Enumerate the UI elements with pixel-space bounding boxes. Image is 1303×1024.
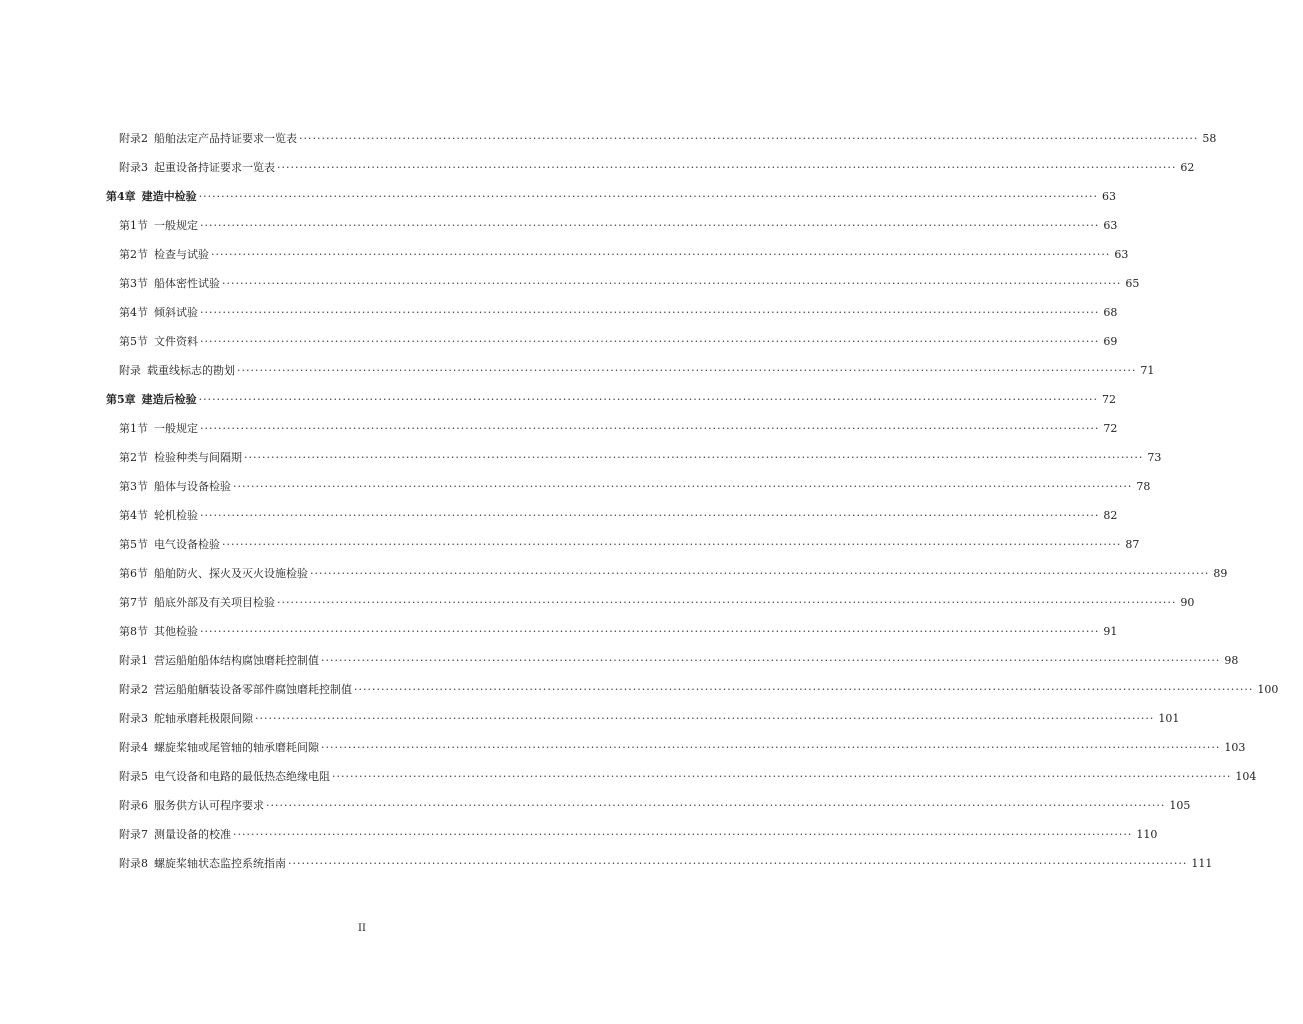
toc-entry-title: 船舶法定产品持证要求一览表 <box>154 132 297 145</box>
toc-section-entry[interactable] <box>0 269 1140 298</box>
toc-entry-title: 船底外部及有关项目检验 <box>154 596 275 609</box>
toc-dot-leader: ········································································································································································································ <box>277 596 1177 609</box>
toc-entry-label <box>119 443 242 472</box>
toc-section-entry[interactable] <box>0 762 1257 791</box>
toc-section-entry[interactable] <box>0 153 1195 182</box>
toc-chapter-entry[interactable] <box>0 182 1116 211</box>
toc-entry-page: 101 <box>1158 712 1180 725</box>
toc-entry-page: 65 <box>1125 277 1140 290</box>
toc-entry-page: 110 <box>1136 828 1158 841</box>
toc-entry-title: 倾斜试验 <box>154 306 198 319</box>
toc-dot-leader: ········································································································································································································ <box>200 219 1100 232</box>
toc-entry-number: 附录4 <box>119 741 148 754</box>
toc-dot-leader: ········································································································································································································ <box>222 538 1122 551</box>
toc-entry-number: 附录5 <box>119 770 148 783</box>
toc-dot-leader: ········································································································································································································ <box>233 828 1133 841</box>
toc-dot-leader: ········································································································································································································ <box>237 364 1137 377</box>
toc-entry-title: 建造中检验 <box>141 190 197 203</box>
toc-entry-title: 螺旋桨轴或尾管轴的轴承磨耗间隙 <box>154 741 319 754</box>
toc-entry-label <box>119 153 275 182</box>
toc-entry-page: 98 <box>1224 654 1239 667</box>
toc-entry-label <box>119 298 198 327</box>
toc-dot-leader: ········································································································································································································ <box>354 683 1254 696</box>
toc-entry-title: 起重设备持证要求一览表 <box>154 161 275 174</box>
toc-entry-page: 91 <box>1103 625 1118 638</box>
toc-entry-title: 测量设备的校准 <box>154 828 231 841</box>
toc-entry-title: 营运船舶舾装设备零部件腐蚀磨耗控制值 <box>154 683 352 696</box>
toc-entry-number: 附录3 <box>119 712 148 725</box>
toc-entry-page: 87 <box>1125 538 1140 551</box>
toc-entry-label <box>119 733 319 762</box>
toc-entry-page: 100 <box>1257 683 1279 696</box>
toc-entry-number: 第3节 <box>119 277 148 290</box>
toc-section-entry[interactable] <box>0 646 1239 675</box>
toc-entry-label <box>119 675 352 704</box>
toc-section-entry[interactable] <box>0 211 1118 240</box>
toc-entry-label <box>119 327 198 356</box>
toc-entry-page: 72 <box>1101 393 1116 406</box>
toc-entry-label <box>119 588 275 617</box>
toc-dot-leader: ········································································································································································································ <box>244 451 1144 464</box>
toc-entry-title: 服务供方认可程序要求 <box>154 799 264 812</box>
toc-section-entry[interactable] <box>0 820 1158 849</box>
toc-entry-label <box>106 385 197 414</box>
toc-entry-title: 轮机检验 <box>154 509 198 522</box>
toc-section-entry[interactable] <box>0 588 1195 617</box>
toc-entry-page: 63 <box>1103 219 1118 232</box>
toc-section-entry[interactable] <box>0 298 1118 327</box>
toc-dot-leader: ········································································································································································································ <box>332 770 1232 783</box>
toc-entry-number: 附录8 <box>119 857 148 870</box>
toc-entry-title: 船体密性试验 <box>154 277 220 290</box>
toc-dot-leader: ········································································································································································································ <box>321 741 1221 754</box>
table-of-contents <box>0 124 1279 878</box>
toc-entry-page: 104 <box>1235 770 1257 783</box>
toc-dot-leader: ········································································································································································································ <box>321 654 1221 667</box>
toc-entry-label <box>119 356 235 385</box>
toc-entry-number: 附录7 <box>119 828 148 841</box>
toc-entry-number: 附录2 <box>119 683 148 696</box>
toc-dot-leader: ········································································································································································································ <box>200 509 1100 522</box>
toc-dot-leader: ········································································································································································································ <box>200 422 1100 435</box>
toc-dot-leader: ········································································································································································································ <box>255 712 1155 725</box>
toc-dot-leader: ········································································································································································································ <box>198 393 1098 406</box>
toc-entry-label <box>119 269 220 298</box>
toc-dot-leader: ········································································································································································································ <box>299 132 1199 145</box>
toc-section-entry[interactable] <box>0 472 1151 501</box>
toc-entry-label <box>119 762 330 791</box>
toc-entry-page: 90 <box>1180 596 1195 609</box>
toc-entry-title: 载重线标志的勘划 <box>147 364 235 377</box>
toc-entry-number: 第4章 <box>106 190 136 203</box>
toc-entry-page: 62 <box>1180 161 1195 174</box>
toc-section-entry[interactable] <box>0 501 1118 530</box>
toc-entry-title: 检查与试验 <box>154 248 209 261</box>
toc-entry-label <box>119 791 264 820</box>
toc-entry-number: 第2节 <box>119 248 148 261</box>
toc-entry-title: 舵轴承磨耗极限间隙 <box>154 712 253 725</box>
toc-entry-title: 船舶防火、探火及灭火设施检验 <box>154 567 308 580</box>
toc-section-entry[interactable] <box>0 414 1118 443</box>
toc-dot-leader: ········································································································································································································ <box>200 335 1100 348</box>
toc-entry-label <box>119 211 198 240</box>
toc-entry-label <box>119 472 231 501</box>
toc-dot-leader: ········································································································································································································ <box>277 161 1177 174</box>
toc-entry-label <box>119 704 253 733</box>
toc-entry-title: 电气设备和电路的最低热态绝缘电阻 <box>154 770 330 783</box>
toc-section-entry[interactable] <box>0 559 1228 588</box>
toc-section-entry[interactable] <box>0 791 1191 820</box>
toc-chapter-entry[interactable] <box>0 385 1116 414</box>
toc-dot-leader: ········································································································································································································ <box>198 190 1098 203</box>
toc-entry-label <box>119 124 297 153</box>
toc-section-entry[interactable] <box>0 704 1180 733</box>
toc-entry-page: 63 <box>1114 248 1129 261</box>
toc-dot-leader: ········································································································································································································ <box>211 248 1111 261</box>
toc-entry-page: 72 <box>1103 422 1118 435</box>
toc-entry-page: 58 <box>1202 132 1217 145</box>
toc-entry-label <box>119 820 231 849</box>
toc-entry-number: 第1节 <box>119 422 148 435</box>
toc-entry-label <box>119 849 286 878</box>
toc-entry-title: 检验种类与间隔期 <box>154 451 242 464</box>
toc-entry-title: 文件资料 <box>154 335 198 348</box>
toc-entry-number: 第4节 <box>119 306 148 319</box>
toc-dot-leader: ········································································································································································································ <box>222 277 1122 290</box>
toc-section-entry[interactable] <box>0 240 1129 269</box>
toc-entry-number: 第4节 <box>119 509 148 522</box>
toc-section-entry[interactable] <box>0 617 1118 646</box>
toc-entry-number: 附录2 <box>119 132 148 145</box>
toc-entry-number: 第7节 <box>119 596 148 609</box>
toc-entry-title: 建造后检验 <box>141 393 197 406</box>
toc-section-entry[interactable] <box>0 443 1162 472</box>
toc-entry-number: 第6节 <box>119 567 148 580</box>
toc-dot-leader: ········································································································································································································ <box>200 625 1100 638</box>
toc-section-entry[interactable] <box>0 530 1140 559</box>
toc-section-entry[interactable] <box>0 733 1246 762</box>
toc-dot-leader: ········································································································································································································ <box>288 857 1188 870</box>
toc-section-entry[interactable] <box>0 327 1118 356</box>
toc-entry-number: 第3节 <box>119 480 148 493</box>
toc-entry-number: 附录1 <box>119 654 148 667</box>
toc-entry-number: 第5节 <box>119 335 148 348</box>
toc-entry-title: 船体与设备检验 <box>154 480 231 493</box>
toc-entry-title: 螺旋桨轴状态监控系统指南 <box>154 857 286 870</box>
toc-entry-page: 71 <box>1140 364 1155 377</box>
toc-entry-title: 一般规定 <box>154 422 198 435</box>
toc-entry-label <box>119 617 198 646</box>
toc-entry-number: 附录 <box>119 364 141 377</box>
toc-entry-number: 附录6 <box>119 799 148 812</box>
toc-entry-label <box>119 530 220 559</box>
toc-entry-number: 第8节 <box>119 625 148 638</box>
toc-dot-leader: ········································································································································································································ <box>233 480 1133 493</box>
toc-entry-title: 营运船舶船体结构腐蚀磨耗控制值 <box>154 654 319 667</box>
toc-entry-number: 第5节 <box>119 538 148 551</box>
toc-entry-title: 电气设备检验 <box>154 538 220 551</box>
toc-entry-page: 89 <box>1213 567 1228 580</box>
toc-dot-leader: ········································································································································································································ <box>266 799 1166 812</box>
toc-entry-title: 一般规定 <box>154 219 198 232</box>
toc-entry-page: 111 <box>1191 857 1213 870</box>
toc-entry-number: 第5章 <box>106 393 136 406</box>
toc-entry-label <box>119 414 198 443</box>
toc-entry-number: 附录3 <box>119 161 148 174</box>
toc-entry-page: 69 <box>1103 335 1118 348</box>
toc-section-entry[interactable] <box>0 849 1213 878</box>
toc-entry-page: 82 <box>1103 509 1118 522</box>
toc-entry-label <box>119 646 319 675</box>
toc-section-entry[interactable] <box>0 124 1217 153</box>
toc-section-entry[interactable] <box>0 675 1279 704</box>
toc-entry-page: 103 <box>1224 741 1246 754</box>
toc-entry-label <box>106 182 197 211</box>
toc-entry-page: 63 <box>1101 190 1116 203</box>
toc-entry-number: 第1节 <box>119 219 148 232</box>
toc-entry-page: 105 <box>1169 799 1191 812</box>
toc-entry-label <box>119 501 198 530</box>
page-number-footer: II <box>358 923 366 934</box>
toc-section-entry[interactable] <box>0 356 1155 385</box>
toc-entry-label <box>119 240 209 269</box>
toc-entry-number: 第2节 <box>119 451 148 464</box>
toc-entry-page: 78 <box>1136 480 1151 493</box>
toc-entry-page: 73 <box>1147 451 1162 464</box>
toc-entry-label <box>119 559 308 588</box>
toc-dot-leader: ········································································································································································································ <box>310 567 1210 580</box>
toc-dot-leader: ········································································································································································································ <box>200 306 1100 319</box>
toc-entry-page: 68 <box>1103 306 1118 319</box>
toc-entry-title: 其他检验 <box>154 625 198 638</box>
